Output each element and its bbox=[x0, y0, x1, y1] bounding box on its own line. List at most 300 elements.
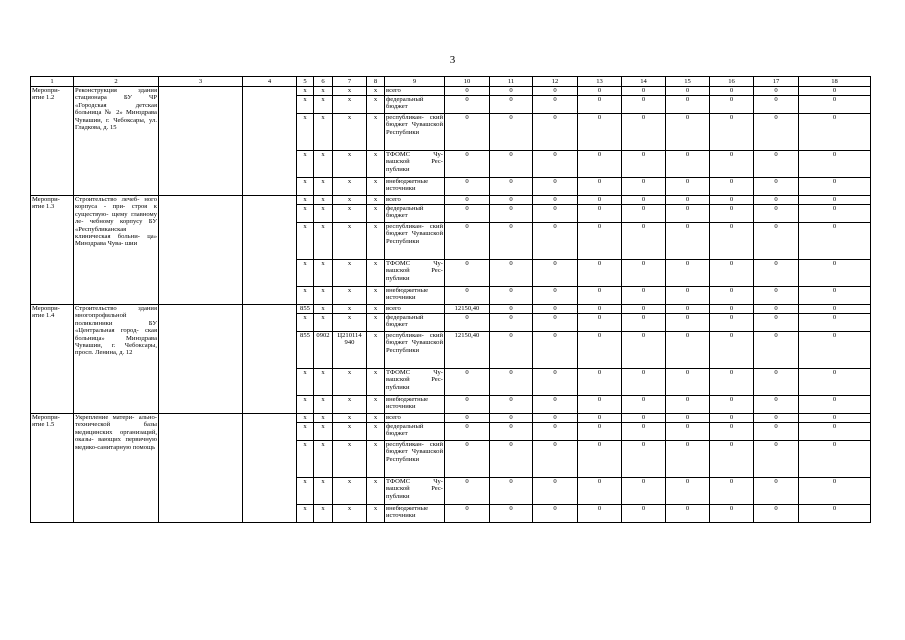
value-cell: 0 bbox=[710, 423, 754, 441]
value-cell: 0 bbox=[710, 223, 754, 260]
code-cell-6: x bbox=[314, 96, 333, 114]
value-cell: 0 bbox=[754, 151, 799, 178]
code-cell-7: x bbox=[333, 396, 367, 414]
code-cell-5: x bbox=[297, 260, 314, 287]
value-cell: 0 bbox=[754, 287, 799, 305]
code-cell-7: x bbox=[333, 178, 367, 196]
value-cell: 0 bbox=[533, 178, 578, 196]
header-row bbox=[31, 77, 871, 87]
header-cell-1: 1 bbox=[31, 77, 74, 87]
value-cell: 0 bbox=[578, 87, 622, 96]
table-row bbox=[31, 414, 871, 423]
code-cell-5: x bbox=[297, 287, 314, 305]
value-cell: 0 bbox=[578, 332, 622, 369]
value-cell: 0 bbox=[490, 423, 533, 441]
value-cell: 0 bbox=[622, 478, 666, 505]
value-cell: 0 bbox=[754, 314, 799, 332]
table-row bbox=[31, 305, 871, 314]
value-cell: 0 bbox=[445, 114, 490, 151]
value-cell: 0 bbox=[622, 369, 666, 396]
code-cell-5: 855 bbox=[297, 305, 314, 314]
value-cell: 0 bbox=[666, 396, 710, 414]
value-cell: 0 bbox=[533, 423, 578, 441]
header-cell-3: 3 bbox=[159, 77, 243, 87]
value-cell: 0 bbox=[799, 287, 871, 305]
code-cell-6: x bbox=[314, 287, 333, 305]
value-cell: 0 bbox=[490, 114, 533, 151]
funding-source: республикан- ский бюджет Чувашской Республики bbox=[385, 332, 445, 369]
code-cell-8: x bbox=[367, 305, 385, 314]
value-cell: 0 bbox=[666, 478, 710, 505]
code-cell-6: x bbox=[314, 305, 333, 314]
code-cell-8: x bbox=[367, 151, 385, 178]
value-cell: 0 bbox=[622, 396, 666, 414]
value-cell: 0 bbox=[666, 414, 710, 423]
header-cell-7: 7 bbox=[333, 77, 367, 87]
header-cell-6: 6 bbox=[314, 77, 333, 87]
code-cell-6: x bbox=[314, 151, 333, 178]
code-cell-8: x bbox=[367, 96, 385, 114]
value-cell: 0 bbox=[710, 478, 754, 505]
value-cell: 0 bbox=[754, 423, 799, 441]
header-cell-18: 18 bbox=[799, 77, 871, 87]
value-cell: 0 bbox=[799, 260, 871, 287]
code-cell-6: x bbox=[314, 396, 333, 414]
value-cell: 0 bbox=[710, 96, 754, 114]
header-cell-14: 14 bbox=[622, 77, 666, 87]
value-cell: 0 bbox=[578, 505, 622, 523]
value-cell: 0 bbox=[710, 369, 754, 396]
code-cell-5: x bbox=[297, 423, 314, 441]
value-cell: 0 bbox=[490, 441, 533, 478]
value-cell: 0 bbox=[754, 260, 799, 287]
code-cell-8: x bbox=[367, 441, 385, 478]
code-cell-6: x bbox=[314, 314, 333, 332]
value-cell: 0 bbox=[754, 414, 799, 423]
value-cell: 0 bbox=[622, 223, 666, 260]
value-cell: 0 bbox=[754, 441, 799, 478]
value-cell: 0 bbox=[799, 478, 871, 505]
code-cell-8: x bbox=[367, 287, 385, 305]
code-cell-5: x bbox=[297, 314, 314, 332]
value-cell: 0 bbox=[490, 96, 533, 114]
funding-source: ТФОМС Чу- вашской Рес- публики bbox=[385, 260, 445, 287]
value-cell: 0 bbox=[754, 178, 799, 196]
value-cell: 0 bbox=[754, 87, 799, 96]
code-cell-8: x bbox=[367, 423, 385, 441]
value-cell: 0 bbox=[622, 305, 666, 314]
value-cell: 0 bbox=[754, 205, 799, 223]
value-cell: 0 bbox=[754, 305, 799, 314]
value-cell: 0 bbox=[622, 114, 666, 151]
value-cell: 0 bbox=[799, 441, 871, 478]
value-cell: 0 bbox=[799, 505, 871, 523]
value-cell: 0 bbox=[533, 223, 578, 260]
value-cell: 0 bbox=[710, 260, 754, 287]
value-cell: 0 bbox=[799, 305, 871, 314]
code-cell-5: x bbox=[297, 114, 314, 151]
value-cell: 0 bbox=[445, 287, 490, 305]
funding-source: всего bbox=[385, 196, 445, 205]
code-cell-6: x bbox=[314, 87, 333, 96]
code-cell-5: x bbox=[297, 87, 314, 96]
value-cell: 0 bbox=[799, 87, 871, 96]
measure-label: Меропри- ятие 1.4 bbox=[31, 305, 74, 414]
code-cell-7: x bbox=[333, 205, 367, 223]
value-cell: 0 bbox=[490, 396, 533, 414]
value-cell: 0 bbox=[578, 260, 622, 287]
value-cell: 0 bbox=[710, 114, 754, 151]
value-cell: 0 bbox=[490, 287, 533, 305]
value-cell: 0 bbox=[578, 287, 622, 305]
value-cell: 0 bbox=[533, 414, 578, 423]
value-cell: 0 bbox=[445, 151, 490, 178]
funding-source: внебюджетные источники bbox=[385, 396, 445, 414]
value-cell: 0 bbox=[754, 223, 799, 260]
value-cell: 0 bbox=[622, 414, 666, 423]
header-cell-16: 16 bbox=[710, 77, 754, 87]
value-cell: 0 bbox=[666, 287, 710, 305]
code-cell-7: x bbox=[333, 87, 367, 96]
header-cell-11: 11 bbox=[490, 77, 533, 87]
value-cell: 0 bbox=[445, 178, 490, 196]
value-cell: 0 bbox=[578, 369, 622, 396]
value-cell: 0 bbox=[666, 305, 710, 314]
value-cell: 0 bbox=[490, 87, 533, 96]
value-cell: 0 bbox=[490, 178, 533, 196]
code-cell-7: x bbox=[333, 260, 367, 287]
code-cell-8: x bbox=[367, 478, 385, 505]
table-row bbox=[31, 196, 871, 205]
value-cell: 0 bbox=[490, 414, 533, 423]
measure-col3 bbox=[159, 414, 243, 523]
value-cell: 0 bbox=[666, 332, 710, 369]
value-cell: 0 bbox=[490, 332, 533, 369]
value-cell: 0 bbox=[799, 369, 871, 396]
code-cell-5: x bbox=[297, 178, 314, 196]
code-cell-6: x bbox=[314, 505, 333, 523]
code-cell-5: x bbox=[297, 196, 314, 205]
code-cell-5: x bbox=[297, 151, 314, 178]
header-cell-8: 8 bbox=[367, 77, 385, 87]
funding-source: всего bbox=[385, 414, 445, 423]
value-cell: 0 bbox=[754, 478, 799, 505]
value-cell: 0 bbox=[710, 305, 754, 314]
code-cell-5: x bbox=[297, 369, 314, 396]
code-cell-8: x bbox=[367, 396, 385, 414]
value-cell: 0 bbox=[490, 260, 533, 287]
value-cell: 0 bbox=[445, 414, 490, 423]
value-cell: 0 bbox=[754, 396, 799, 414]
header-cell-13: 13 bbox=[578, 77, 622, 87]
code-cell-6: x bbox=[314, 114, 333, 151]
funding-source: внебюджетные источники bbox=[385, 287, 445, 305]
value-cell: 0 bbox=[578, 396, 622, 414]
code-cell-5: 855 bbox=[297, 332, 314, 369]
value-cell: 0 bbox=[445, 87, 490, 96]
value-cell: 0 bbox=[622, 205, 666, 223]
value-cell: 0 bbox=[533, 396, 578, 414]
code-cell-6: x bbox=[314, 196, 333, 205]
value-cell: 0 bbox=[533, 87, 578, 96]
value-cell: 0 bbox=[578, 314, 622, 332]
funding-source: федеральный бюджет bbox=[385, 96, 445, 114]
value-cell: 0 bbox=[578, 151, 622, 178]
code-cell-7: Ц210114 940 bbox=[333, 332, 367, 369]
code-cell-7: x bbox=[333, 505, 367, 523]
value-cell: 0 bbox=[622, 332, 666, 369]
value-cell: 0 bbox=[622, 196, 666, 205]
funding-source: республикан- ский бюджет Чувашской Республики bbox=[385, 223, 445, 260]
code-cell-5: x bbox=[297, 223, 314, 260]
code-cell-8: x bbox=[367, 178, 385, 196]
code-cell-7: x bbox=[333, 478, 367, 505]
value-cell: 0 bbox=[578, 114, 622, 151]
value-cell: 0 bbox=[666, 151, 710, 178]
value-cell: 0 bbox=[622, 260, 666, 287]
code-cell-6: x bbox=[314, 205, 333, 223]
value-cell: 0 bbox=[799, 414, 871, 423]
funding-source: федеральный бюджет bbox=[385, 314, 445, 332]
value-cell: 0 bbox=[666, 196, 710, 205]
value-cell: 0 bbox=[490, 196, 533, 205]
measure-col3 bbox=[159, 196, 243, 305]
measure-label: Меропри- ятие 1.5 bbox=[31, 414, 74, 523]
value-cell: 0 bbox=[490, 223, 533, 260]
funding-source: внебюджетные источники bbox=[385, 505, 445, 523]
value-cell: 0 bbox=[622, 314, 666, 332]
code-cell-8: x bbox=[367, 196, 385, 205]
value-cell: 0 bbox=[578, 441, 622, 478]
value-cell: 0 bbox=[754, 96, 799, 114]
value-cell: 0 bbox=[490, 369, 533, 396]
header-cell-12: 12 bbox=[533, 77, 578, 87]
value-cell: 0 bbox=[445, 505, 490, 523]
code-cell-6: x bbox=[314, 414, 333, 423]
value-cell: 0 bbox=[666, 223, 710, 260]
value-cell: 0 bbox=[710, 414, 754, 423]
header-cell-17: 17 bbox=[754, 77, 799, 87]
value-cell: 0 bbox=[445, 423, 490, 441]
value-cell: 0 bbox=[799, 205, 871, 223]
value-cell: 0 bbox=[445, 369, 490, 396]
code-cell-6: x bbox=[314, 369, 333, 396]
value-cell: 0 bbox=[445, 260, 490, 287]
code-cell-8: x bbox=[367, 223, 385, 260]
code-cell-6: x bbox=[314, 178, 333, 196]
value-cell: 0 bbox=[490, 305, 533, 314]
header-cell-5: 5 bbox=[297, 77, 314, 87]
measure-col3 bbox=[159, 87, 243, 196]
value-cell: 0 bbox=[490, 505, 533, 523]
value-cell: 0 bbox=[533, 151, 578, 178]
value-cell: 0 bbox=[578, 478, 622, 505]
funding-source: республикан- ский бюджет Чувашской Республики bbox=[385, 114, 445, 151]
value-cell: 0 bbox=[533, 441, 578, 478]
funding-source: ТФОМС Чу- вашской Рес- публики bbox=[385, 478, 445, 505]
value-cell: 0 bbox=[533, 205, 578, 223]
value-cell: 0 bbox=[622, 423, 666, 441]
value-cell: 0 bbox=[445, 196, 490, 205]
code-cell-8: x bbox=[367, 369, 385, 396]
value-cell: 0 bbox=[533, 196, 578, 205]
measure-name: Строительство здания многопрофильной поликлиники БУ «Центральная город- ская больница» Минздрава Чувашии, г. Чебоксары, просп. Ленина, д. 12 bbox=[74, 305, 159, 414]
code-cell-7: x bbox=[333, 151, 367, 178]
value-cell: 12150,40 bbox=[445, 305, 490, 314]
funding-source: всего bbox=[385, 87, 445, 96]
measure-label: Меропри- ятие 1.3 bbox=[31, 196, 74, 305]
value-cell: 0 bbox=[799, 96, 871, 114]
code-cell-5: x bbox=[297, 414, 314, 423]
funding-source: всего bbox=[385, 305, 445, 314]
code-cell-5: x bbox=[297, 478, 314, 505]
value-cell: 0 bbox=[445, 314, 490, 332]
value-cell: 0 bbox=[622, 96, 666, 114]
value-cell: 0 bbox=[799, 151, 871, 178]
value-cell: 0 bbox=[445, 205, 490, 223]
value-cell: 0 bbox=[533, 305, 578, 314]
value-cell: 0 bbox=[622, 441, 666, 478]
code-cell-7: x bbox=[333, 287, 367, 305]
value-cell: 0 bbox=[578, 414, 622, 423]
measure-col4 bbox=[243, 414, 297, 523]
value-cell: 0 bbox=[710, 314, 754, 332]
header-cell-10: 10 bbox=[445, 77, 490, 87]
funding-source: федеральный бюджет bbox=[385, 423, 445, 441]
value-cell: 0 bbox=[710, 196, 754, 205]
value-cell: 0 bbox=[666, 369, 710, 396]
value-cell: 0 bbox=[490, 205, 533, 223]
value-cell: 0 bbox=[799, 314, 871, 332]
value-cell: 0 bbox=[754, 114, 799, 151]
value-cell: 0 bbox=[710, 151, 754, 178]
code-cell-8: x bbox=[367, 87, 385, 96]
code-cell-5: x bbox=[297, 505, 314, 523]
value-cell: 0 bbox=[578, 178, 622, 196]
value-cell: 12150,40 bbox=[445, 332, 490, 369]
value-cell: 0 bbox=[578, 305, 622, 314]
code-cell-7: x bbox=[333, 314, 367, 332]
value-cell: 0 bbox=[710, 505, 754, 523]
code-cell-5: x bbox=[297, 96, 314, 114]
code-cell-8: x bbox=[367, 332, 385, 369]
code-cell-6: x bbox=[314, 260, 333, 287]
value-cell: 0 bbox=[490, 314, 533, 332]
code-cell-5: x bbox=[297, 205, 314, 223]
header-cell-15: 15 bbox=[666, 77, 710, 87]
code-cell-6: x bbox=[314, 223, 333, 260]
value-cell: 0 bbox=[666, 423, 710, 441]
value-cell: 0 bbox=[666, 114, 710, 151]
value-cell: 0 bbox=[578, 223, 622, 260]
code-cell-6: x bbox=[314, 423, 333, 441]
value-cell: 0 bbox=[666, 314, 710, 332]
code-cell-7: x bbox=[333, 223, 367, 260]
value-cell: 0 bbox=[666, 441, 710, 478]
value-cell: 0 bbox=[754, 369, 799, 396]
value-cell: 0 bbox=[710, 441, 754, 478]
value-cell: 0 bbox=[799, 332, 871, 369]
value-cell: 0 bbox=[666, 260, 710, 287]
code-cell-8: x bbox=[367, 114, 385, 151]
value-cell: 0 bbox=[622, 151, 666, 178]
measure-label: Меропри- ятие 1.2 bbox=[31, 87, 74, 196]
code-cell-7: x bbox=[333, 369, 367, 396]
value-cell: 0 bbox=[578, 96, 622, 114]
code-cell-8: x bbox=[367, 260, 385, 287]
funding-table bbox=[30, 76, 871, 523]
value-cell: 0 bbox=[533, 505, 578, 523]
value-cell: 0 bbox=[710, 396, 754, 414]
table-row bbox=[31, 87, 871, 96]
value-cell: 0 bbox=[710, 287, 754, 305]
value-cell: 0 bbox=[710, 87, 754, 96]
value-cell: 0 bbox=[799, 423, 871, 441]
value-cell: 0 bbox=[799, 196, 871, 205]
funding-source: республикан- ский бюджет Чувашской Республики bbox=[385, 441, 445, 478]
funding-source: ТФОМС Чу- вашской Рес- публики bbox=[385, 151, 445, 178]
value-cell: 0 bbox=[533, 96, 578, 114]
header-cell-4: 4 bbox=[243, 77, 297, 87]
value-cell: 0 bbox=[754, 332, 799, 369]
measure-col3 bbox=[159, 305, 243, 414]
header-cell-9: 9 bbox=[385, 77, 445, 87]
value-cell: 0 bbox=[578, 196, 622, 205]
value-cell: 0 bbox=[445, 478, 490, 505]
code-cell-7: x bbox=[333, 196, 367, 205]
code-cell-6: x bbox=[314, 478, 333, 505]
value-cell: 0 bbox=[533, 332, 578, 369]
code-cell-8: x bbox=[367, 205, 385, 223]
value-cell: 0 bbox=[445, 96, 490, 114]
value-cell: 0 bbox=[445, 441, 490, 478]
measure-name: Укрепление матери- ально-технической базы медицинских организаций, оказы- вающих первичную медико-санитарную помощь bbox=[74, 414, 159, 523]
value-cell: 0 bbox=[490, 151, 533, 178]
funding-source: федеральный бюджет bbox=[385, 205, 445, 223]
value-cell: 0 bbox=[666, 505, 710, 523]
funding-source: ТФОМС Чу- вашской Рес- публики bbox=[385, 369, 445, 396]
value-cell: 0 bbox=[666, 178, 710, 196]
code-cell-7: x bbox=[333, 305, 367, 314]
value-cell: 0 bbox=[799, 396, 871, 414]
code-cell-8: x bbox=[367, 505, 385, 523]
value-cell: 0 bbox=[754, 505, 799, 523]
code-cell-7: x bbox=[333, 114, 367, 151]
measure-col4 bbox=[243, 87, 297, 196]
measure-name: Реконструкция здания стационара БУ ЧР «Городская детская больница № 2» Минздрава Чувашии, г. Чебоксары, ул. Гладкова, д. 15 bbox=[74, 87, 159, 196]
value-cell: 0 bbox=[622, 287, 666, 305]
value-cell: 0 bbox=[533, 314, 578, 332]
value-cell: 0 bbox=[710, 178, 754, 196]
measure-name: Строительство лечеб- ного корпуса - при- строя к существую- щему главному ле- чебному корпусу БУ «Республиканская клиническая больни- ца» Минздрава Чува- шии bbox=[74, 196, 159, 305]
code-cell-6: x bbox=[314, 441, 333, 478]
value-cell: 0 bbox=[799, 178, 871, 196]
code-cell-6: 0902 bbox=[314, 332, 333, 369]
value-cell: 0 bbox=[533, 287, 578, 305]
funding-source: внебюджетные источники bbox=[385, 178, 445, 196]
measure-col4 bbox=[243, 196, 297, 305]
value-cell: 0 bbox=[754, 196, 799, 205]
value-cell: 0 bbox=[622, 505, 666, 523]
value-cell: 0 bbox=[533, 260, 578, 287]
value-cell: 0 bbox=[666, 96, 710, 114]
value-cell: 0 bbox=[799, 114, 871, 151]
page-number: 3 bbox=[449, 54, 456, 66]
code-cell-7: x bbox=[333, 441, 367, 478]
value-cell: 0 bbox=[445, 223, 490, 260]
value-cell: 0 bbox=[666, 87, 710, 96]
code-cell-7: x bbox=[333, 96, 367, 114]
